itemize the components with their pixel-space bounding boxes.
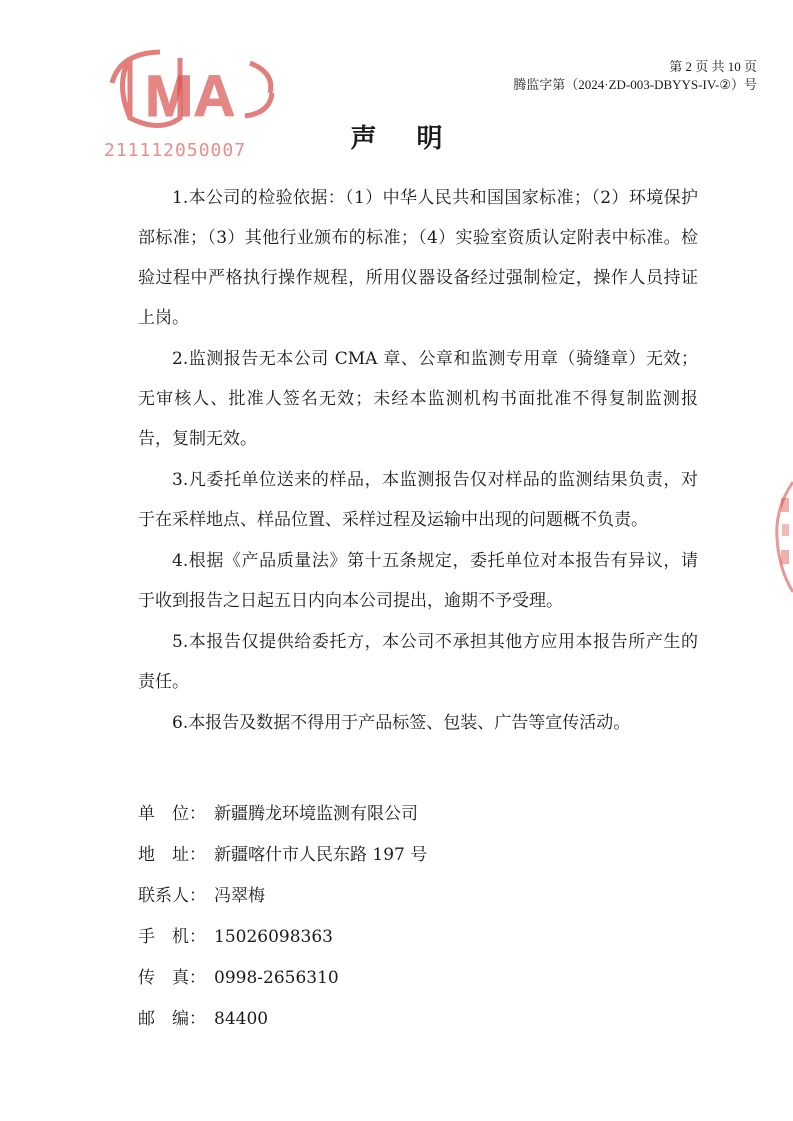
fax-row [138,958,698,999]
fax-label: 传 真： [138,968,206,988]
mobile-row [138,917,698,958]
postcode-value: 84400 [214,1009,269,1029]
contact-info [138,794,698,1040]
mobile-label: 手 机： [138,927,206,947]
seam-stamp [769,478,793,596]
unit-value: 新疆腾龙环境监测有限公司 [214,804,418,824]
statement-paragraph-2: 2.监测报告无本公司 CMA 章、公章和监测专用章（骑缝章）无效；无审核人、批准人签名无效；未经本监测机构书面批准不得复制监测报告，复制无效。 [138,349,698,449]
contact-person-row [138,876,698,917]
page-title: 声明 [350,124,483,154]
stamp-serial: 211112050007 [104,140,247,161]
mobile-value: 15026098363 [214,927,333,947]
page-number: 第 2 页 共 10 页 [669,59,757,74]
statement-body [138,178,698,744]
unit-row [138,794,698,835]
statement-paragraph-6: 6.本报告及数据不得用于产品标签、包装、广告等宣传活动。 [172,713,631,733]
report-number: 腾监字第（2024·ZD-003-DBYYS-IV-②）号 [513,77,757,92]
statement-paragraph-1: 1.本公司的检验依据：（1）中华人民共和国国家标准；（2）环境保护部标准；（3）其他行业颁布的标准；（4）实验室资质认定附表中标准。检验过程中严格执行操作规程，所用仪器设备经过强制检定，操作人员持证上岗。 [138,188,698,328]
address-label: 地 址： [138,845,206,865]
statement-paragraph-3: 3.凡委托单位送来的样品，本监测报告仅对样品的监测结果负责，对于在采样地点、样品位置、采样过程及运输中出现的问题概不负责。 [138,470,698,530]
postcode-row [138,999,698,1040]
statement-paragraph-4: 4.根据《产品质量法》第十五条规定，委托单位对本报告有异议，请于收到报告之日起五日内向本公司提出，逾期不予受理。 [138,551,698,611]
contact-person-label: 联系人： [138,886,206,906]
address-value: 新疆喀什市人民东路 197 号 [214,845,428,865]
fax-value: 0998-2656310 [214,968,339,988]
statement-paragraph-5: 5.本报告仅提供给委托方，本公司不承担其他方应用本报告所产生的责任。 [138,632,698,692]
stamp-text: MA [145,64,236,129]
unit-label: 单 位： [138,804,206,824]
page-header [513,58,757,94]
address-row [138,835,698,876]
contact-person-value: 冯翠梅 [214,886,265,906]
postcode-label: 邮 编： [138,1009,206,1029]
